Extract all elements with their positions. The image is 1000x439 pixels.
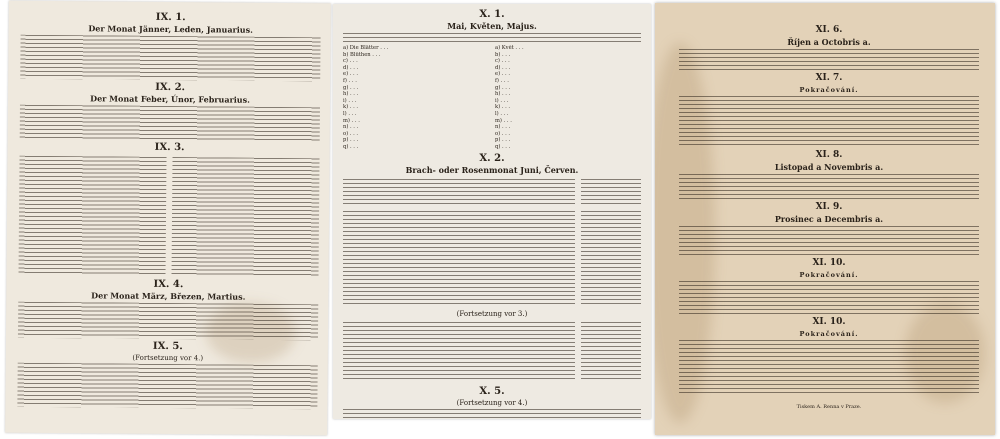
list-item: g) . . . xyxy=(495,84,511,91)
two-column-text xyxy=(18,154,319,279)
section-heading: XI. 8. xyxy=(815,150,843,160)
text-column xyxy=(19,156,167,275)
two-column-text xyxy=(343,177,641,209)
text-block xyxy=(679,174,979,200)
left-page xyxy=(5,1,331,436)
section-heading: IX. 5. xyxy=(152,340,183,353)
list-item: h) . . . xyxy=(495,91,511,98)
section-title xyxy=(679,215,979,224)
item-list xyxy=(495,45,641,151)
list-item: n) . . . xyxy=(495,124,511,131)
text-column xyxy=(343,211,575,307)
section-heading: IX. 3. xyxy=(154,141,185,154)
list-item: h) . . . xyxy=(343,91,359,98)
two-column-text xyxy=(343,209,641,309)
list-item: e) . . . xyxy=(343,71,358,78)
section-heading: XI. 10. xyxy=(812,258,846,268)
text-block xyxy=(17,363,317,410)
section-heading: IX. 4. xyxy=(153,278,184,291)
list-item: p) . . . xyxy=(343,137,359,144)
section-title-text: Der Monat März, Březen, Martius. xyxy=(91,290,246,302)
section-title xyxy=(679,163,979,172)
section-title-text: Der Monat Feber, Únor, Februarius. xyxy=(90,93,250,105)
two-column-text xyxy=(343,320,641,384)
section-title xyxy=(20,94,320,106)
list-item: b) . . . xyxy=(495,51,511,58)
text-block xyxy=(679,49,979,71)
list-item: d) . . . xyxy=(343,64,359,71)
text-block xyxy=(679,226,979,256)
section-heading: X. 5. xyxy=(479,385,505,397)
list-item: f) . . . xyxy=(495,77,509,84)
section-heading: IX. 2. xyxy=(155,81,186,94)
list-item: c) . . . xyxy=(495,58,510,65)
list-item: k) . . . xyxy=(495,104,511,111)
text-column xyxy=(581,322,641,382)
list-item: b) Blüthen . . . xyxy=(343,51,381,58)
section-heading: XI. 9. xyxy=(815,202,843,212)
text-column xyxy=(581,179,641,207)
list-item: i) . . . xyxy=(343,97,357,104)
list-item: o) . . . xyxy=(343,130,359,137)
section-title-text: Prosinec a Decembris a. xyxy=(774,214,884,224)
list-item: f) . . . xyxy=(343,77,357,84)
right-page xyxy=(655,3,995,435)
list-item: g) . . . xyxy=(343,84,359,91)
text-block xyxy=(18,302,318,341)
text-column xyxy=(581,211,641,307)
list-item: q) . . . xyxy=(495,143,511,150)
list-item: a) Květ . . . xyxy=(495,45,524,51)
section-title xyxy=(21,24,321,36)
text-block xyxy=(20,105,320,142)
continuation-label: Pokračování. xyxy=(799,330,859,338)
list-item: p) . . . xyxy=(495,137,511,144)
section-title-text: Říjen a Octobris a. xyxy=(787,37,871,47)
continuation-label: Pokračování. xyxy=(799,86,859,94)
text-column xyxy=(172,157,320,276)
list-item: m) . . . xyxy=(343,117,360,124)
printer-imprint: Tiskem A. Renna v Praze. xyxy=(796,404,862,410)
item-list xyxy=(343,45,489,151)
section-heading: X. 1. xyxy=(479,9,505,20)
section-heading: X. 2. xyxy=(479,152,505,164)
section-title xyxy=(679,38,979,47)
continuation-label: Pokračování. xyxy=(799,271,859,279)
section-heading: XI. 6. xyxy=(815,25,843,35)
text-block xyxy=(343,409,641,419)
two-column-list xyxy=(343,45,641,151)
list-item: o) . . . xyxy=(495,130,511,137)
section-title xyxy=(343,166,641,175)
list-item: e) . . . xyxy=(495,71,510,78)
section-title-text: Der Monat Jänner, Leden, Januarius. xyxy=(88,23,253,35)
list-item: c) . . . xyxy=(343,58,358,65)
list-item: l) . . . xyxy=(495,110,509,117)
section-heading: XI. 7. xyxy=(815,73,843,83)
list-item: q) . . . xyxy=(343,143,359,150)
list-item: a) Die Blätter . . . xyxy=(343,45,389,51)
text-block xyxy=(343,33,641,43)
section-title-text: Listopad a Novembris a. xyxy=(774,162,884,172)
text-column xyxy=(343,179,575,207)
text-block xyxy=(679,340,979,396)
middle-page xyxy=(333,4,651,419)
section-title xyxy=(18,291,318,303)
text-block xyxy=(679,281,979,315)
list-item: m) . . . xyxy=(495,117,512,124)
text-block xyxy=(679,96,979,148)
section-subtitle: (Fortsetzung vor 3.) xyxy=(456,309,528,318)
list-item: d) . . . xyxy=(495,64,511,71)
section-subtitle: (Fortsetzung vor 4.) xyxy=(132,353,204,363)
list-item: l) . . . xyxy=(343,110,357,117)
section-title xyxy=(343,22,641,31)
list-item: n) . . . xyxy=(343,124,359,131)
section-title-text: Brach- oder Rosenmonat Juni, Červen. xyxy=(405,164,579,175)
section-subtitle: (Fortsetzung vor 4.) xyxy=(456,398,528,407)
text-column xyxy=(343,322,575,382)
section-heading: IX. 1. xyxy=(155,11,186,24)
list-item: k) . . . xyxy=(343,104,359,111)
text-block xyxy=(20,35,320,82)
list-item: i) . . . xyxy=(495,97,509,104)
section-title-text: Mai, Květen, Majus. xyxy=(447,21,537,31)
section-heading: XI. 10. xyxy=(812,317,846,327)
